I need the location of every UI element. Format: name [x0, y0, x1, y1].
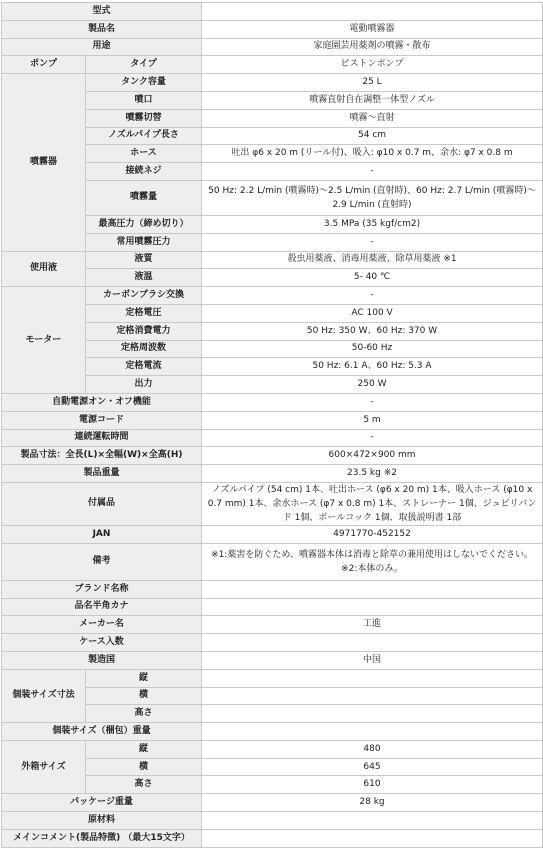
row-label: 定格周波数 — [86, 340, 202, 358]
row-label: 個装サイズ（梱包）重量 — [2, 723, 202, 741]
row-value: 電動噴霧器 — [202, 20, 543, 38]
row-label: 定格消費電力 — [86, 322, 202, 340]
row-value: 5 m — [202, 411, 543, 429]
group-label: ポンプ — [2, 56, 86, 74]
row-label: 製造国 — [2, 651, 202, 669]
row-value — [202, 598, 543, 616]
table-row — [2, 794, 543, 812]
row-value: 中国 — [202, 651, 543, 669]
row-value: 600×472×900 mm — [202, 447, 543, 465]
row-label: 縦 — [86, 669, 202, 687]
row-value: 480 — [202, 740, 543, 758]
row-value: 噴霧直射自在調整一体型ノズル — [202, 91, 543, 109]
row-label: 電源コード — [2, 411, 202, 429]
row-label: ホース — [86, 145, 202, 163]
row-label: ブランド名称 — [2, 580, 202, 598]
row-value — [202, 687, 543, 705]
table-row — [2, 598, 543, 616]
row-value: - — [202, 393, 543, 411]
row-value: AC 100 V — [202, 304, 543, 322]
row-value: ピストンポンプ — [202, 56, 543, 74]
table-row — [2, 525, 543, 543]
row-value: ノズルパイプ (54 cm) 1本、吐出ホース (φ6 x 20 m) 1本、吸入ホース (φ10 x 0.7 mm) 1本、余水ホース (φ7 x 0.8 m) 1本、ストレーナー 1個、ジュビリバンド 1個、ボールコック 1個、取扱説明書 1部 — [202, 482, 543, 525]
table-row — [2, 634, 543, 652]
row-value: 吐出 φ6 x 20 m (リール付)、吸入: φ10 x 0.7 m、余水: φ7 x 0.8 m — [202, 145, 543, 163]
table-row — [2, 651, 543, 669]
row-label: 備考 — [2, 543, 202, 580]
row-label: 定格電流 — [86, 358, 202, 376]
row-label: JAN — [2, 525, 202, 543]
row-value: - — [202, 233, 543, 251]
table-row — [2, 740, 543, 758]
table-row — [2, 251, 543, 269]
table-row — [2, 543, 543, 580]
row-value: 家庭園芸用薬剤の噴霧・散布 — [202, 38, 543, 56]
row-label: 型式 — [2, 3, 202, 21]
table-row — [2, 74, 543, 92]
table-row — [2, 482, 543, 525]
row-label: カーボンブラシ交換 — [86, 287, 202, 305]
row-label: 製品名 — [2, 20, 202, 38]
row-value: 50 Hz: 6.1 A、60 Hz: 5.3 A — [202, 358, 543, 376]
row-value — [202, 723, 543, 741]
row-value: ※1:薬害を防ぐため、噴霧器本体は消毒と除草の兼用使用はしないでください。※2:本体のみ。 — [202, 543, 543, 580]
group-label: 使用液 — [2, 251, 86, 287]
row-label: 液質 — [86, 251, 202, 269]
row-label: パッケージ重量 — [2, 794, 202, 812]
row-label: 縦 — [86, 740, 202, 758]
group-label: 噴霧器 — [2, 74, 86, 251]
row-value: 28 kg — [202, 794, 543, 812]
row-label: タンク容量 — [86, 74, 202, 92]
row-label: 接続ネジ — [86, 163, 202, 181]
row-label: 自動電源オン・オフ機能 — [2, 393, 202, 411]
table-row — [2, 723, 543, 741]
row-label: 製品寸法：全長(L)×全幅(W)×全高(H) — [2, 447, 202, 465]
row-value: - — [202, 429, 543, 447]
row-value — [202, 3, 543, 21]
row-value: 250 W — [202, 376, 543, 394]
row-label: 高さ — [86, 776, 202, 794]
spec-table — [1, 2, 543, 848]
row-value: 4971770-452152 — [202, 525, 543, 543]
row-value: - — [202, 287, 543, 305]
row-label: 横 — [86, 758, 202, 776]
row-label: 噴霧切替 — [86, 109, 202, 127]
table-row — [2, 56, 543, 74]
table-row — [2, 20, 543, 38]
row-label: 常用噴霧圧力 — [86, 233, 202, 251]
table-row — [2, 669, 543, 687]
row-value — [202, 669, 543, 687]
table-row — [2, 447, 543, 465]
table-row — [2, 287, 543, 305]
table-row — [2, 580, 543, 598]
row-label: 連続運転時間 — [2, 429, 202, 447]
row-label: 横 — [86, 687, 202, 705]
row-value: 645 — [202, 758, 543, 776]
row-label: ケース入数 — [2, 634, 202, 652]
row-label: 最高圧力（締め切り） — [86, 215, 202, 233]
table-row — [2, 3, 543, 21]
row-value: 54 cm — [202, 127, 543, 145]
row-value: 工進 — [202, 616, 543, 634]
row-value: 噴霧〜直射 — [202, 109, 543, 127]
row-value: 50 Hz: 2.2 L/min (噴霧時)〜2.5 L/min (直射時)、60 Hz: 2.7 L/min (噴霧時)〜2.9 L/min (直射時) — [202, 180, 543, 215]
row-label: ノズルパイプ長さ — [86, 127, 202, 145]
row-label: 液温 — [86, 269, 202, 287]
table-row — [2, 829, 543, 847]
table-row — [2, 393, 543, 411]
row-label: 原材料 — [2, 812, 202, 830]
table-row — [2, 38, 543, 56]
row-label: 品名半角カナ — [2, 598, 202, 616]
row-value — [202, 634, 543, 652]
row-label: 噴霧量 — [86, 180, 202, 215]
row-value: 25 L — [202, 74, 543, 92]
table-row — [2, 429, 543, 447]
row-value: 5- 40 ℃ — [202, 269, 543, 287]
table-row — [2, 411, 543, 429]
row-label: 出力 — [86, 376, 202, 394]
group-label: モーター — [2, 287, 86, 394]
table-row — [2, 616, 543, 634]
row-value: 50 Hz: 350 W、60 Hz: 370 W — [202, 322, 543, 340]
row-label: メインコメント(製品特徴) （最大15文字） — [2, 829, 202, 847]
row-value — [202, 580, 543, 598]
row-value: 23.5 kg ※2 — [202, 465, 543, 483]
row-value — [202, 829, 543, 847]
group-label: 個装サイズ寸法 — [2, 669, 86, 722]
row-value: - — [202, 163, 543, 181]
row-label: 付属品 — [2, 482, 202, 525]
row-value: 殺虫用薬液、消毒用薬液、除草用薬液 ※1 — [202, 251, 543, 269]
row-label: 高さ — [86, 705, 202, 723]
table-row — [2, 812, 543, 830]
row-label: 定格電圧 — [86, 304, 202, 322]
group-label: 外箱サイズ — [2, 740, 86, 793]
row-value: 610 — [202, 776, 543, 794]
row-label: 製品重量 — [2, 465, 202, 483]
row-label: 用途 — [2, 38, 202, 56]
row-value — [202, 705, 543, 723]
table-row — [2, 465, 543, 483]
row-label: メーカー名 — [2, 616, 202, 634]
row-label: タイプ — [86, 56, 202, 74]
row-value: 3.5 MPa (35 kgf/cm2) — [202, 215, 543, 233]
row-label: 噴口 — [86, 91, 202, 109]
row-value: 50-60 Hz — [202, 340, 543, 358]
row-value — [202, 812, 543, 830]
